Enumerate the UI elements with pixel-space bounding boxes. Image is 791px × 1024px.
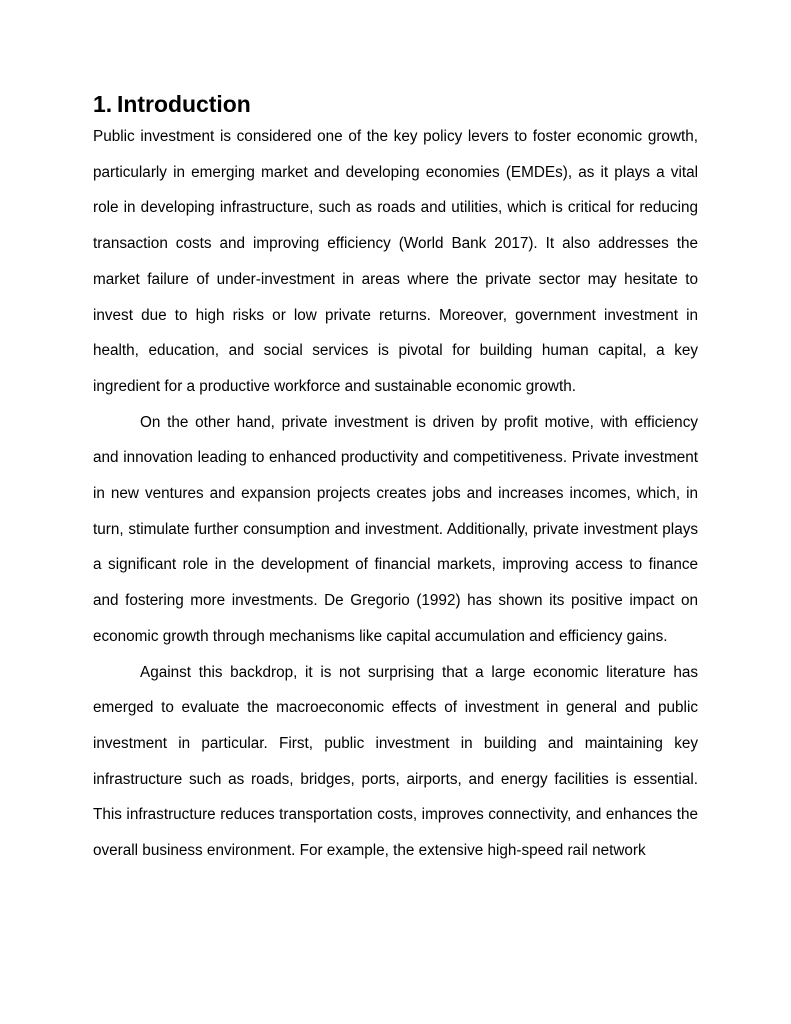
paragraph-3: Against this backdrop, it is not surprising that a large economic literature has emerged to evaluate the macroeconomic effects of investment in general and public investment in particular. First, public investment in building and maintaining key infrastructure such as roads, bridges, ports, airports, and energy facilities is essential. This infrastructure reduces transportation costs, improves connectivity, and enhances the overall business environment. For example, the extensive high-speed rail network	[93, 663, 698, 860]
document-page	[93, 91, 698, 869]
section-number: 1.	[93, 91, 113, 117]
paragraph-1: Public investment is considered one of the key policy levers to foster economic growth, particularly in emerging market and developing economies (EMDEs), as it plays a vital role in developing infrastructure, such as roads and utilities, which is critical for reducing transaction costs and improving efficiency (World Bank 2017). It also addresses the market failure of under-investment in areas where the private sector may hesitate to invest due to high risks or low private returns. Moreover, government investment in health, education, and social services is pivotal for building human capital, a key ingredient for a productive workforce and sustainable economic growth.	[93, 128, 698, 395]
section-title: Introduction	[117, 91, 251, 117]
section-heading	[93, 91, 698, 117]
paragraph-2: On the other hand, private investment is driven by profit motive, with efficiency and innovation leading to enhanced productivity and competitiveness. Private investment in new ventures and expansion projects creates jobs and increases incomes, which, in turn, stimulate further consumption and investment. Additionally, private investment plays a significant role in the development of financial markets, improving access to finance and fostering more investments. De Gregorio (1992) has shown its positive impact on economic growth through mechanisms like capital accumulation and efficiency gains.	[93, 413, 698, 645]
